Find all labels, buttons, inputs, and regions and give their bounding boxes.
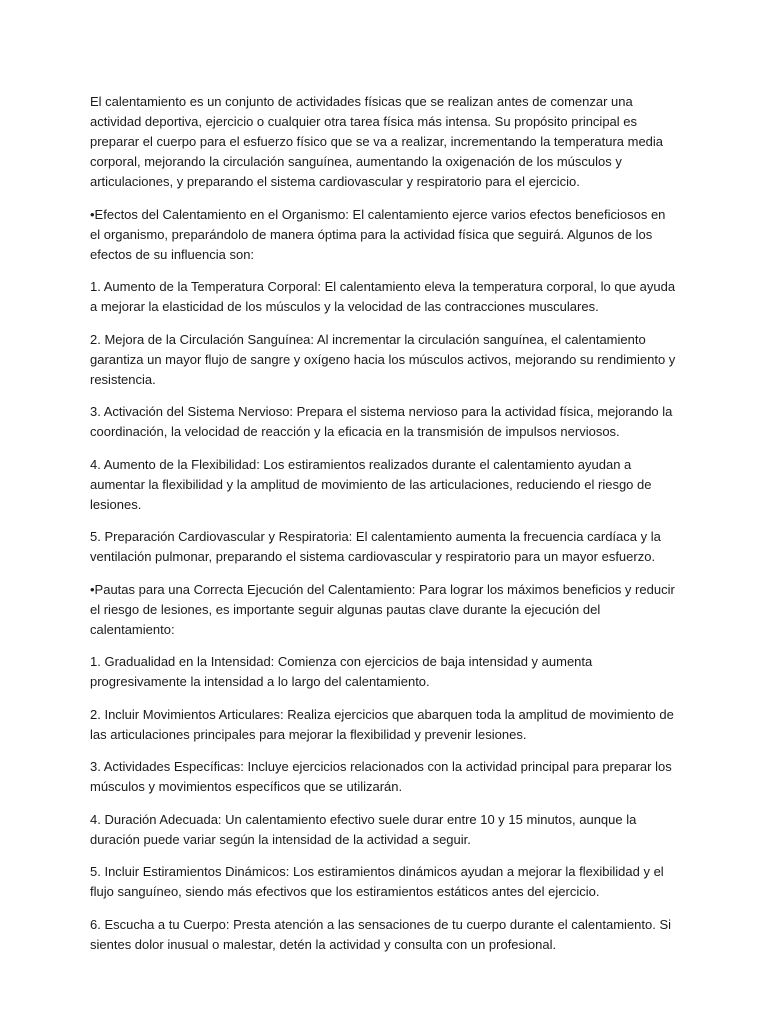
effects-item-2: 2. Mejora de la Circulación Sanguínea: Al incrementar la circulación sanguínea, el calentamiento garantiza un mayor flujo de sangre y oxígeno hacia los músculos activos, mejorando su rendimiento y resistencia. [90,331,676,387]
effects-item-3: 3. Activación del Sistema Nervioso: Prepara el sistema nervioso para la actividad física, mejorando la coordinación, la velocidad de reacción y la eficacia en la transmisión de impulsos nerviosos. [90,404,673,439]
section-guidelines-heading-paragraph: •Pautas para una Correcta Ejecución del Calentamiento: Para lograr los máximos beneficios y reducir el riesgo de lesiones, es importante seguir algunas pautas clave durante la ejecución del calentamiento: [90,581,675,637]
document-page [90,92,678,967]
guidelines-item-3: 3. Actividades Específicas: Incluye ejercicios relacionados con la actividad principal para preparar los músculos y movimientos específicos que se utilizarán. [90,759,672,794]
guidelines-item-5: 5. Incluir Estiramientos Dinámicos: Los estiramientos dinámicos ayudan a mejorar la flexibilidad y el flujo sanguíneo, siendo más efectivos que los estiramientos estáticos antes del ejercicio. [90,864,664,899]
guidelines-item-4: 4. Duración Adecuada: Un calentamiento efectivo suele durar entre 10 y 15 minutos, aunque la duración puede variar según la intensidad de la actividad a seguir. [90,811,637,847]
guidelines-item-6: 6. Escucha a tu Cuerpo: Presta atención a las sensaciones de tu cuerpo durante el calentamiento. Si sientes dolor inusual o malestar, detén la actividad y consulta con un profesional. [90,916,672,952]
guidelines-item-2: 2. Incluir Movimientos Articulares: Realiza ejercicios que abarquen toda la amplitud de movimiento de las articulaciones principales para mejorar la flexibilidad y prevenir lesiones. [90,706,674,742]
guidelines-item-1: 1. Gradualidad en la Intensidad: Comienza con ejercicios de baja intensidad y aumenta progresivamente la intensidad a lo largo del calentamiento. [90,654,593,689]
intro-paragraph: El calentamiento es un conjunto de actividades físicas que se realizan antes de comenzar una actividad deportiva, ejercicio o cualquier otra tarea física más intensa. Su propósito principal es preparar el cuerpo para el esfuerzo físico que se va a realizar, incrementando la temperatura media corporal, mejorando la circulación sanguínea, aumentando la oxigenación de los músculos y articulaciones, y preparando el sistema cardiovascular y respiratorio para el ejercicio. [90,94,664,189]
effects-item-1: 1. Aumento de la Temperatura Corporal: El calentamiento eleva la temperatura corporal, lo que ayuda a mejorar la elasticidad de los músculos y la velocidad de las contracciones musculares. [90,279,676,314]
section-effects-heading-paragraph: •Efectos del Calentamiento en el Organismo: El calentamiento ejerce varios efectos beneficiosos en el organismo, preparándolo de manera óptima para la actividad física que seguirá. Algunos de los efectos de su influencia son: [90,206,666,262]
effects-item-4: 4. Aumento de la Flexibilidad: Los estiramientos realizados durante el calentamiento ayudan a aumentar la flexibilidad y la amplitud de movimiento de las articulaciones, reduciendo el riesgo de lesiones. [90,456,652,512]
effects-item-5: 5. Preparación Cardiovascular y Respiratoria: El calentamiento aumenta la frecuencia cardíaca y la ventilación pulmonar, preparando el sistema cardiovascular y respiratorio para un mayor esfuerzo. [90,529,661,564]
